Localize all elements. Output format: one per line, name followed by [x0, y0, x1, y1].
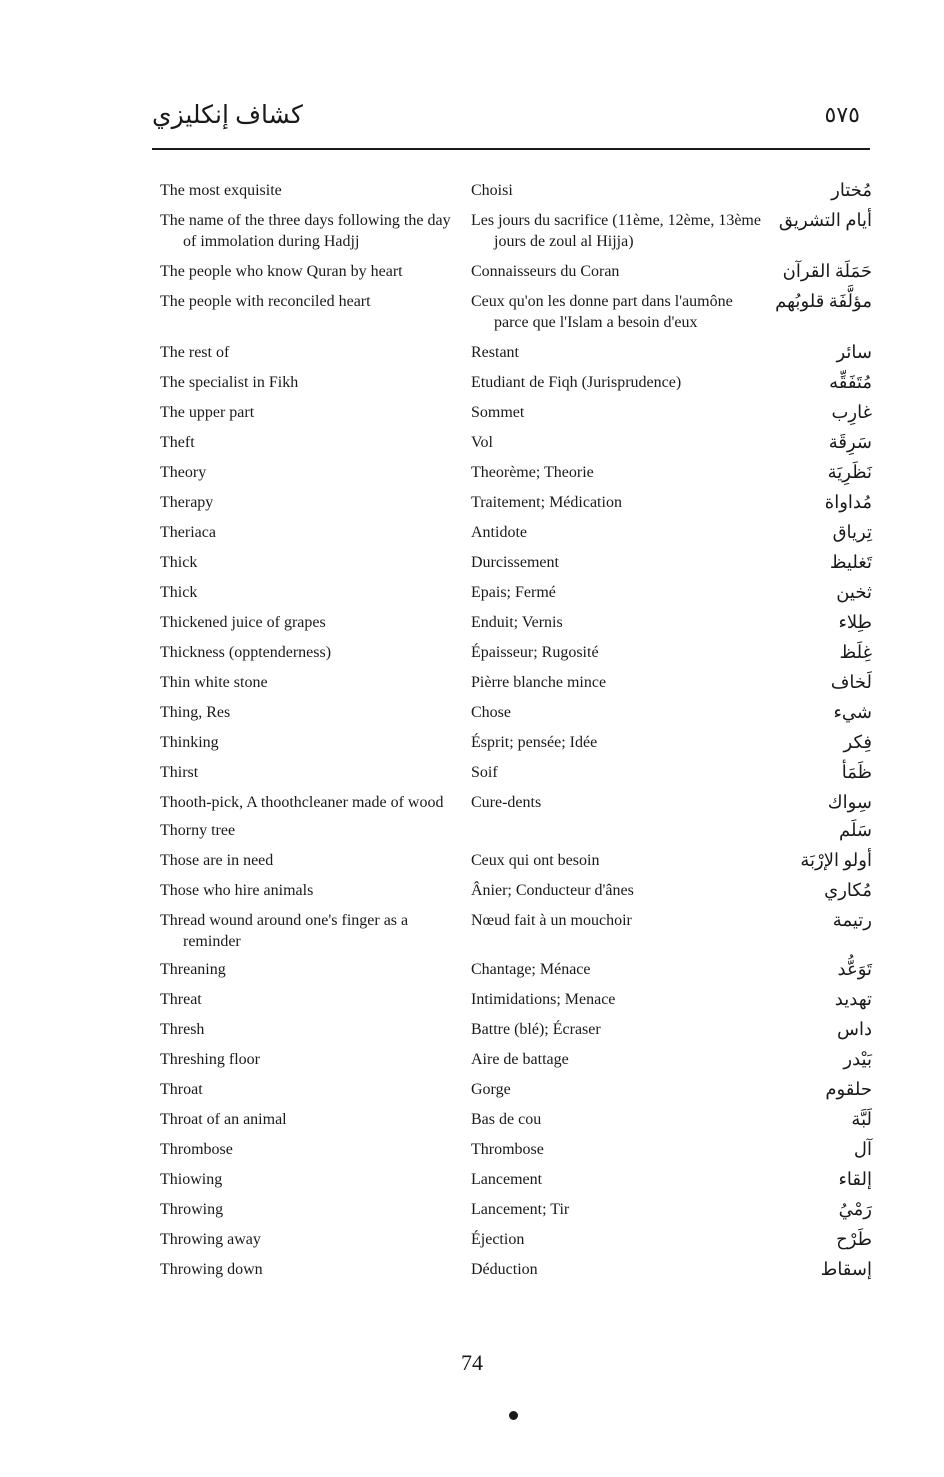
entry-french: Sommet	[471, 404, 525, 421]
entry-english: Those who hire animals	[160, 882, 314, 899]
entry-arabic: غِلَظ	[839, 642, 872, 662]
entry-arabic: شيء	[833, 702, 872, 722]
entry-row	[160, 1139, 872, 1160]
entry-english: Thrombose	[160, 1141, 233, 1158]
entry-french: Durcissement	[471, 554, 559, 571]
entry-english: Thiowing	[160, 1171, 223, 1188]
entry-french: Chantage; Ménace	[471, 961, 591, 978]
entry-french: Gorge	[471, 1081, 511, 1098]
entry-english: The upper part	[160, 404, 255, 421]
entry-english: Thinking	[160, 734, 219, 751]
entry-row	[160, 910, 872, 952]
entry-french	[471, 820, 771, 841]
header-rule	[152, 148, 870, 150]
entry-english: Thick	[160, 584, 198, 601]
entry-arabic: حَمَلَة القرآن	[782, 261, 872, 281]
entry-arabic: لَبَّة	[851, 1109, 872, 1129]
entry-row	[160, 372, 872, 393]
entry-arabic: طَرْح	[836, 1229, 872, 1249]
entry-french: Thrombose	[471, 1141, 544, 1158]
entry-french: Theorème; Theorie	[471, 464, 594, 481]
entry-english: Throwing away	[160, 1231, 261, 1248]
entry-arabic: إسقاط	[820, 1259, 872, 1279]
entry-row	[160, 642, 872, 663]
entry-english: Throat	[160, 1081, 203, 1098]
entry-arabic: مُختار	[831, 180, 872, 200]
entry-english: Threat	[160, 991, 202, 1008]
entry-row	[160, 1229, 872, 1250]
entry-row	[160, 880, 872, 901]
entry-row	[160, 792, 872, 813]
entry-french: Lancement; Tir	[471, 1201, 570, 1218]
entry-english: The specialist in Fikh	[160, 374, 299, 391]
entry-english: Threshing floor	[160, 1051, 260, 1068]
entry-arabic: غارِب	[831, 402, 872, 422]
entry-arabic: لَخاف	[830, 672, 872, 692]
entry-french: Intimidations; Menace	[471, 991, 616, 1008]
entry-english: Those are in need	[160, 852, 274, 869]
entry-english: Throat of an animal	[160, 1111, 287, 1128]
entry-row	[160, 522, 872, 543]
entry-arabic: إلقاء	[838, 1169, 872, 1189]
entry-english: Theft	[160, 434, 195, 451]
entry-french: Cure-dents	[471, 794, 542, 811]
entry-french: Etudiant de Fiqh (Jurisprudence)	[471, 374, 682, 391]
entry-arabic: حلقوم	[825, 1079, 872, 1099]
entry-french: Pièrre blanche mince	[471, 674, 607, 691]
entry-french: Connaisseurs du Coran	[471, 263, 620, 280]
entry-arabic: سَرِقَة	[828, 432, 872, 452]
entry-english: Thresh	[160, 1021, 205, 1038]
entry-arabic: تهديد	[834, 989, 872, 1009]
entry-english: The people who know Quran by heart	[160, 263, 403, 280]
page-number: 74	[461, 1350, 483, 1375]
entry-row	[160, 1109, 872, 1130]
entry-row	[160, 959, 872, 980]
entry-arabic: بَيْدر	[843, 1049, 872, 1069]
entry-english: Theory	[160, 464, 207, 481]
entry-french: Ceux qui ont besoin	[471, 852, 600, 869]
entry-row	[160, 1019, 872, 1040]
entry-row	[160, 732, 872, 753]
entry-arabic: تَغليظ	[829, 552, 872, 572]
entry-english: Threaning	[160, 961, 226, 978]
entry-english: Throwing	[160, 1201, 224, 1218]
entry-row	[160, 702, 872, 723]
entry-row	[160, 342, 872, 363]
entry-arabic: نَظَرِيَة	[827, 462, 872, 482]
entry-english: The name of the three days following the day of immolation during Hadjj	[160, 212, 451, 250]
entry-french: Epais; Fermé	[471, 584, 556, 601]
entry-french: Battre (blé); Écraser	[471, 1021, 601, 1038]
entry-english: Thorny tree	[160, 822, 236, 839]
entry-row	[160, 582, 872, 603]
entry-arabic: ظَمَأ	[841, 762, 872, 782]
entry-row	[160, 762, 872, 783]
entry-arabic: تِرياق	[832, 522, 872, 542]
entry-french: Bas de cou	[471, 1111, 542, 1128]
entry-french: Les jours du sacrifice (11ème, 12ème, 13ème jours de zoul al Hijja)	[471, 212, 761, 250]
entry-row	[160, 1199, 872, 1220]
entry-english: Thickened juice of grapes	[160, 614, 326, 631]
entry-arabic: فِكر	[843, 732, 872, 752]
glossary-table	[160, 171, 872, 1280]
entry-french: Ceux qu'on les donne part dans l'aumône parce que l'Islam a besoin d'eux	[471, 293, 733, 331]
entry-french: Épaisseur; Rugosité	[471, 644, 599, 661]
entry-arabic: أيام التشريق	[778, 210, 872, 230]
header-page-number: ٥٧٥	[824, 102, 860, 127]
entry-arabic: سِواك	[827, 792, 872, 812]
entry-english: The people with reconciled heart	[160, 293, 371, 310]
entry-french: Restant	[471, 344, 519, 361]
entry-english: Thirst	[160, 764, 199, 781]
entry-english: Thin white stone	[160, 674, 268, 691]
entry-arabic: مؤلَّفَة قلوبُهم	[775, 291, 872, 311]
entry-row	[160, 210, 872, 252]
entry-row	[160, 552, 872, 573]
entry-arabic: آل	[853, 1139, 872, 1159]
entry-row	[160, 180, 872, 201]
entry-french: Soif	[471, 764, 498, 781]
entry-row	[160, 462, 872, 483]
entry-french: Nœud fait à un mouchoir	[471, 912, 632, 929]
entry-arabic: داس	[837, 1019, 872, 1039]
entry-row	[160, 291, 872, 333]
entry-arabic: طِلاء	[838, 612, 872, 632]
entry-row	[160, 1079, 872, 1100]
entry-row	[160, 672, 872, 693]
entry-french: Enduit; Vernis	[471, 614, 563, 631]
entry-row	[160, 850, 872, 871]
entry-french: Antidote	[471, 524, 527, 541]
entry-arabic: سائر	[836, 342, 872, 362]
entry-row	[160, 1259, 872, 1280]
entry-arabic: مُتَفَقِّه	[829, 372, 872, 392]
entry-french: Aire de battage	[471, 1051, 569, 1068]
entry-english: Thing, Res	[160, 704, 231, 721]
entry-arabic: ثخين	[836, 582, 872, 602]
entry-french: Éjection	[471, 1231, 525, 1248]
entry-english: Therapy	[160, 494, 214, 511]
entry-english: Theriaca	[160, 524, 216, 541]
entry-french: Lancement	[471, 1171, 543, 1188]
entry-arabic: رتيمة	[832, 910, 872, 930]
entry-row	[160, 989, 872, 1010]
page-header	[152, 100, 864, 140]
entry-english: Thick	[160, 554, 198, 571]
entry-row	[160, 261, 872, 282]
entry-french: Vol	[471, 434, 493, 451]
entry-english: Thooth-pick, A thoothcleaner made of wood	[160, 794, 444, 811]
entry-arabic: مُكاري	[824, 880, 872, 900]
entry-french: Déduction	[471, 1261, 538, 1278]
entry-row	[160, 432, 872, 453]
entry-english: The most exquisite	[160, 182, 282, 199]
entry-row	[160, 1049, 872, 1070]
entry-arabic: مُداواة	[824, 492, 872, 512]
entry-english: Thickness (opptenderness)	[160, 644, 332, 661]
entry-row	[160, 402, 872, 423]
entry-french: Choisi	[471, 182, 513, 199]
entry-row	[160, 492, 872, 513]
entry-french: Traitement; Médication	[471, 494, 622, 511]
entry-english: Throwing down	[160, 1261, 263, 1278]
entry-row	[160, 820, 872, 841]
entry-english: Thread wound around one's finger as a reminder	[160, 912, 409, 950]
entry-row	[160, 1169, 872, 1190]
entry-english: The rest of	[160, 344, 230, 361]
entry-french: Ésprit; pensée; Idée	[471, 734, 598, 751]
entry-arabic: أولو الإرْبَة	[800, 850, 872, 870]
entry-arabic: سَلَم	[838, 820, 872, 840]
entry-arabic: رَمْيُ	[838, 1199, 872, 1219]
entry-arabic: تَوَعُّد	[837, 959, 872, 979]
entry-row	[160, 612, 872, 633]
header-title: كشاف إنكليزي	[152, 102, 303, 129]
footer-dot	[509, 1411, 518, 1420]
entry-french: Chose	[471, 704, 511, 721]
entry-french: Ânier; Conducteur d'ânes	[471, 882, 634, 899]
